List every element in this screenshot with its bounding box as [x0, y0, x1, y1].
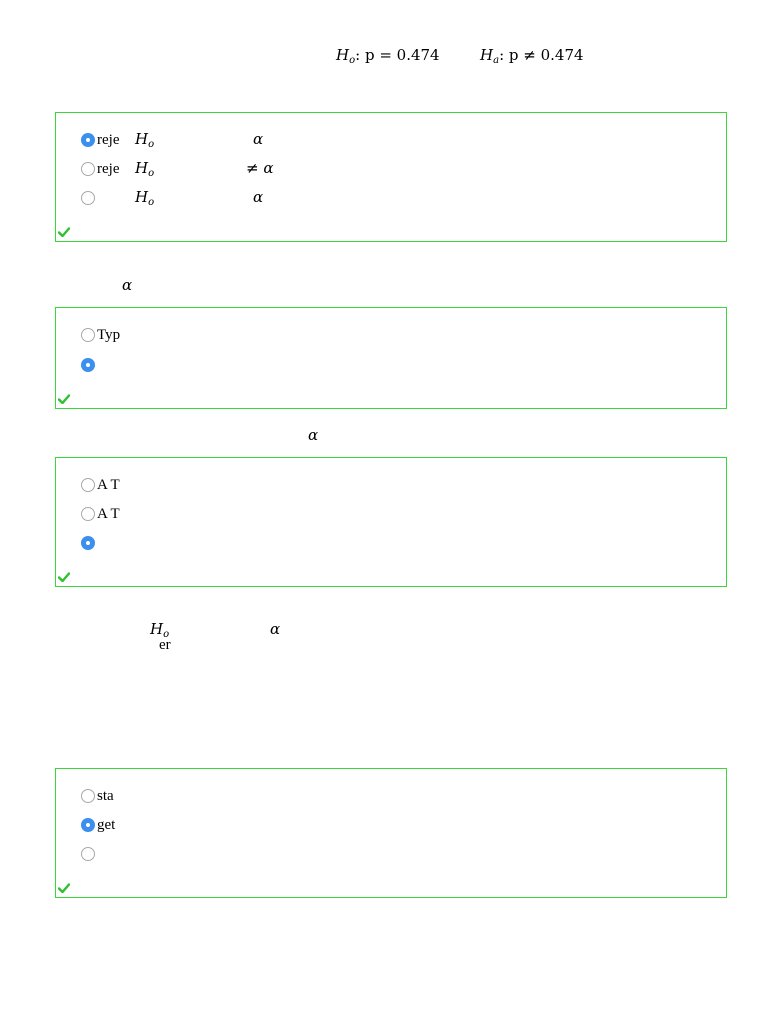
q4-option-1[interactable]: sta: [81, 787, 114, 805]
math-alpha: α: [253, 130, 264, 148]
radio-icon[interactable]: [81, 358, 95, 372]
question-4-H-o: $H_o$: [150, 620, 170, 640]
radio-icon[interactable]: [81, 536, 95, 550]
radio-icon[interactable]: [81, 847, 95, 861]
null-hypothesis: $H_o$: p = 0.474: [336, 46, 440, 66]
q1-option-3[interactable]: [81, 188, 264, 208]
math-H-o: $H_o$: [135, 188, 155, 208]
q2-option-2[interactable]: [81, 356, 97, 374]
math-H-o: $H_o$: [135, 159, 155, 179]
question-2-box: [55, 307, 727, 409]
check-icon: [58, 227, 70, 237]
q3-option-3[interactable]: [81, 534, 97, 552]
radio-icon[interactable]: [81, 162, 95, 176]
q4-option-3[interactable]: [81, 845, 97, 863]
radio-icon[interactable]: [81, 818, 95, 832]
math-H-o: $H_o$: [135, 130, 155, 150]
math-alpha: α: [253, 188, 264, 206]
alternative-hypothesis: $H_a$: p ≠ 0.474: [480, 46, 584, 66]
radio-icon[interactable]: [81, 789, 95, 803]
q2-option-1[interactable]: Typ: [81, 326, 120, 344]
q3-option-2[interactable]: A T: [81, 505, 120, 523]
question-3-box: [55, 457, 727, 587]
radio-icon[interactable]: [81, 328, 95, 342]
radio-icon[interactable]: [81, 133, 95, 147]
question-4-text: er: [159, 637, 171, 653]
math-neq-alpha: ≠ α: [246, 159, 274, 177]
check-icon: [58, 572, 70, 582]
radio-icon[interactable]: [81, 478, 95, 492]
radio-icon[interactable]: [81, 191, 95, 205]
check-icon: [58, 394, 70, 404]
q1-option-2[interactable]: reje $H_o$ ≠ α: [81, 160, 119, 178]
check-icon: [58, 883, 70, 893]
q1-option-1[interactable]: reje $H_o$ α: [81, 131, 119, 149]
question-4-alpha: α: [270, 620, 281, 638]
q4-option-2[interactable]: get: [81, 816, 115, 834]
q3-option-1[interactable]: A T: [81, 476, 120, 494]
question-2-alpha: α: [122, 276, 133, 294]
question-3-alpha: α: [308, 426, 319, 444]
radio-icon[interactable]: [81, 507, 95, 521]
question-4-box: [55, 768, 727, 898]
question-1-box: [55, 112, 727, 242]
